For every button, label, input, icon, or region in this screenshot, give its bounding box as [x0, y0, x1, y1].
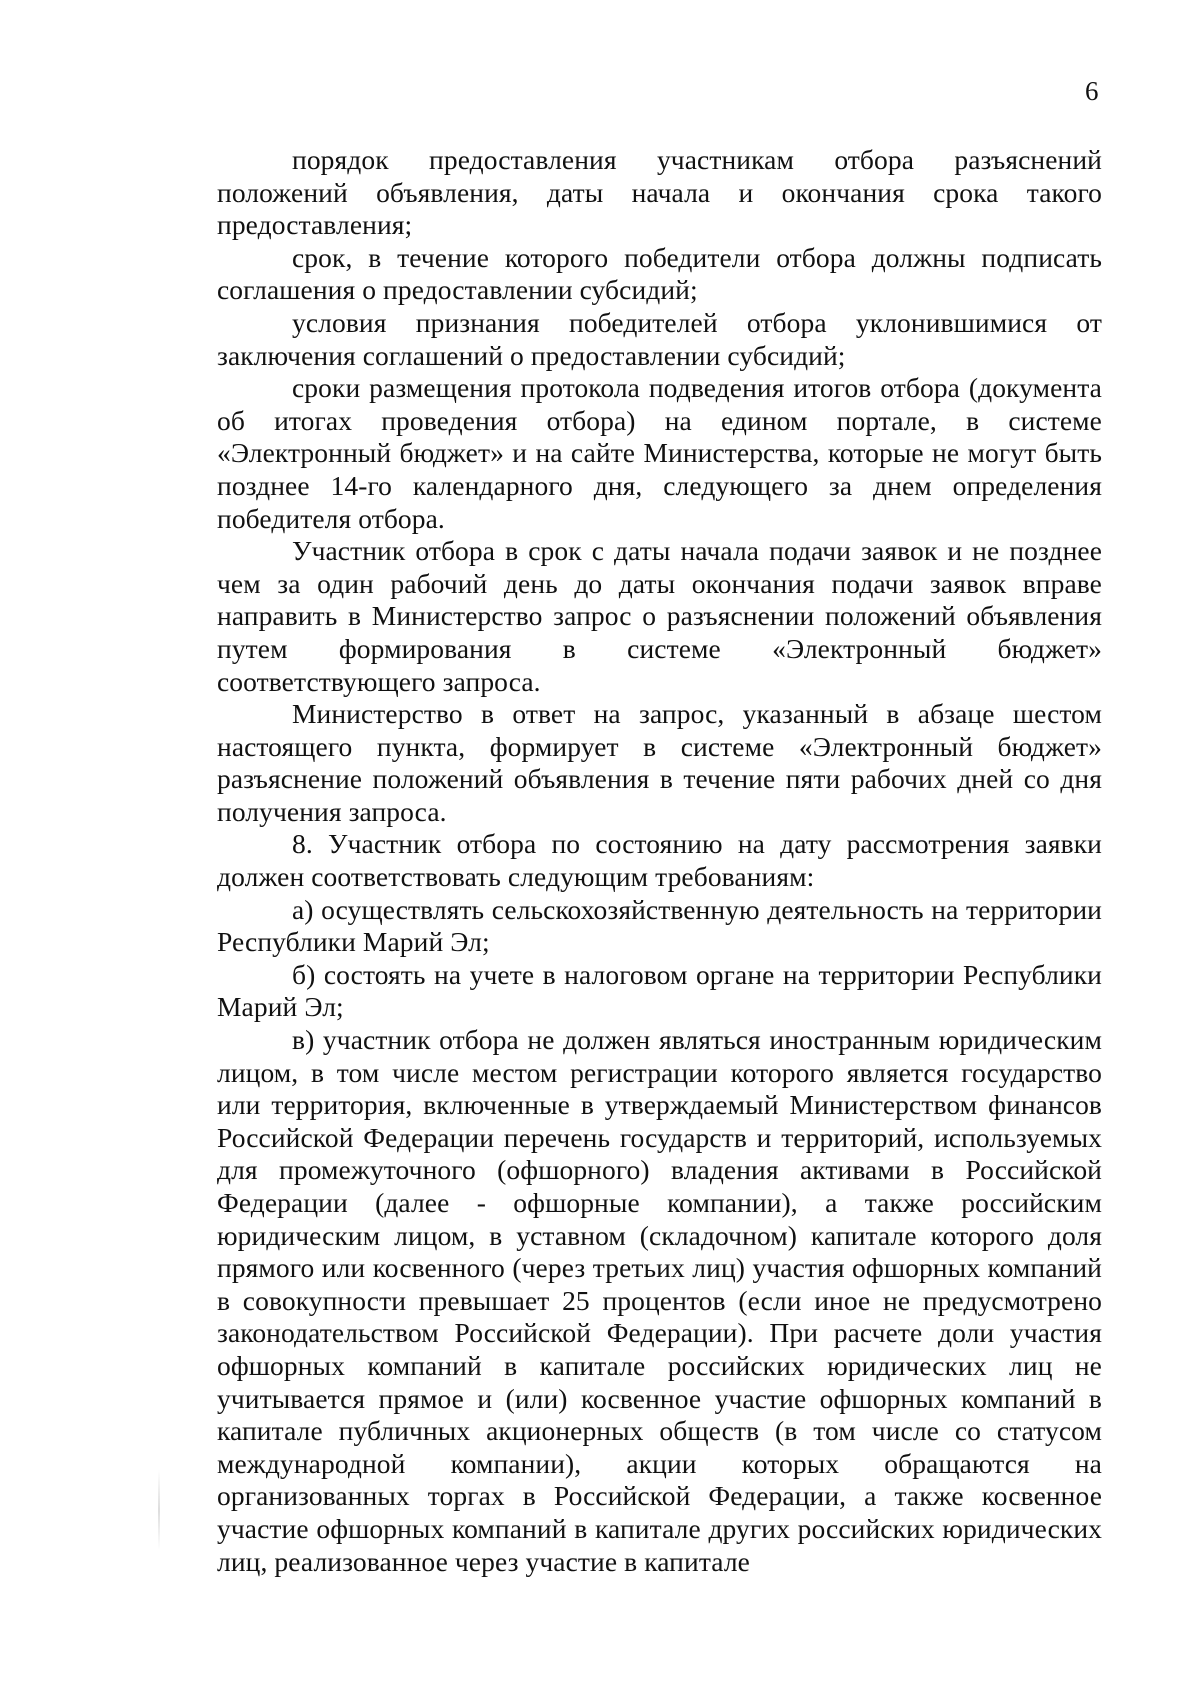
paragraph-requirement-b: б) состоять на учете в налоговом органе на территории Республики Марий Эл; — [217, 958, 1102, 1023]
page-number: 6 — [1085, 76, 1099, 106]
paragraph-ministry-response: Министерство в ответ на запрос, указанный в абзаце шестом настоящего пункта, формирует в системе «Электронный бюджет» разъяснение положений объявления в течение пяти рабочих дней со дня получения запроса. — [217, 698, 1102, 827]
scan-smudge — [158, 1470, 160, 1550]
paragraph-protocol-deadlines: сроки размещения протокола подведения итогов отбора (документа об итогах проведения отбора) на едином портале, в системе «Электронный бюджет» и на сайте Министерства, которые не могут быть позднее 14-го календарного дня, следующего за днем определения победителя отбора. — [217, 372, 1102, 534]
paragraph-section-8-intro: 8. Участник отбора по состоянию на дату рассмотрения заявки должен соответствовать следующим требованиям: — [217, 828, 1102, 893]
paragraph-participant-request: Участник отбора в срок с даты начала подачи заявок и не позднее чем за один рабочий день до даты окончания подачи заявок вправе направить в Министерство запрос о разъяснении положений объявления путем формирования в системе «Электронный бюджет» соответствующего запроса. — [217, 535, 1102, 697]
paragraph-requirement-v: в) участник отбора не должен являться иностранным юридическим лицом, в том числе местом регистрации которого является государство или территория, включенные в утверждаемый Министерством финансов Российской Федерации перечень государств и территорий, используемых для промежуточного (офшорного) владения активами в Российской Федерации (далее - офшорные компании), а также российским юридическим лицом, в уставном (складочном) капитале которого доля прямого или косвенного (через третьих лиц) участия офшорных компаний в совокупности превышает 25 процентов (если иное не предусмотрено законодательством Российской Федерации). При расчете доли участия офшорных компаний в капитале российских юридических лиц не учитывается прямое и (или) косвенное участие офшорных компаний в капитале публичных акционерных обществ (в том числе со статусом международной компании), акции которых обращаются на организованных торгах в Российской Федерации, а также косвенное участие офшорных компаний в капитале других российских юридических лиц, реализованное через участие в капитале — [217, 1024, 1102, 1577]
paragraph-requirement-a: а) осуществлять сельскохозяйственную деятельность на территории Республики Марий Эл; — [217, 893, 1102, 958]
paragraph-evasion-conditions: условия признания победителей отбора уклонившимися от заключения соглашений о предоставлении субсидий; — [217, 306, 1102, 371]
paragraph-clarification-procedure: порядок предоставления участникам отбора разъяснений положений объявления, даты начала и окончания срока такого предоставления; — [217, 144, 1102, 241]
paragraph-signing-deadline: срок, в течение которого победители отбора должны подписать соглашения о предоставлении субсидий; — [217, 241, 1102, 306]
document-body — [217, 144, 1102, 1578]
